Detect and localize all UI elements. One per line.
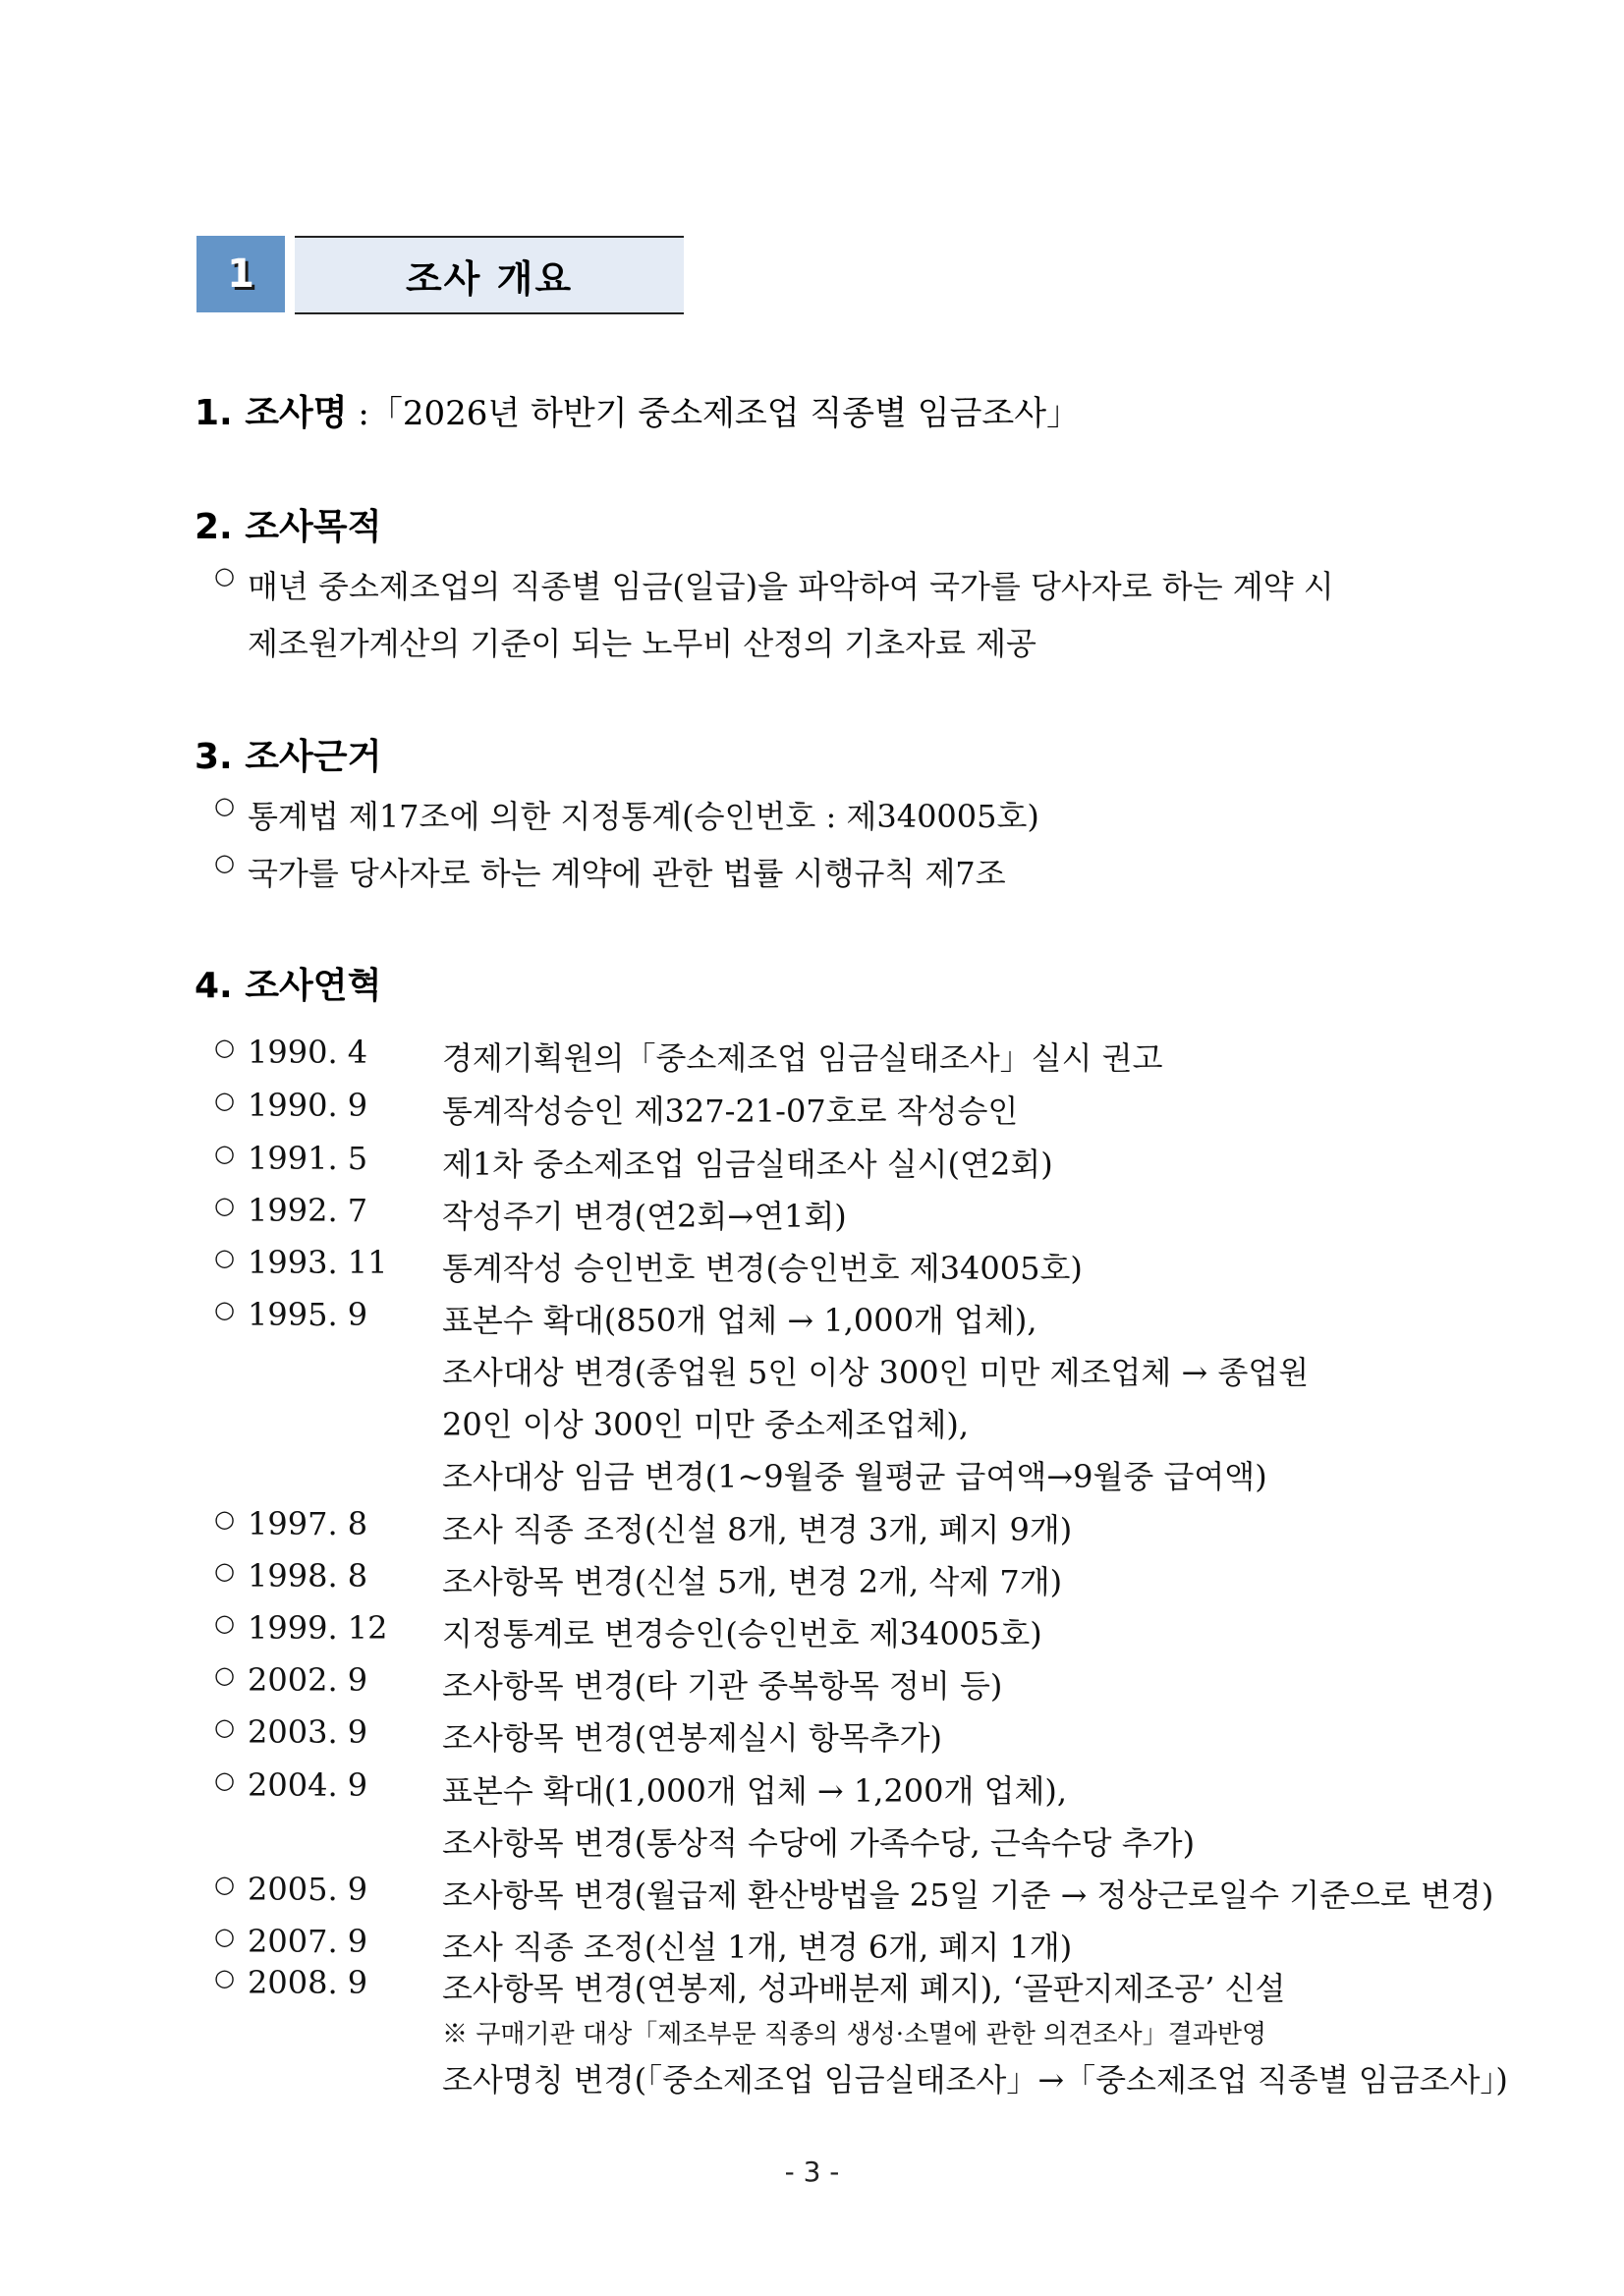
- history-date: 2007. 9: [248, 1923, 368, 1960]
- history-description: 지정통계로 변경승인(승인번호 제34005호): [442, 1615, 1042, 1652]
- bullet-icon: ○: [214, 849, 235, 876]
- bullet-icon: ○: [214, 1609, 235, 1637]
- history-description: 20인 이상 300인 미만 중소제조업체),: [442, 1406, 970, 1443]
- history-date: 2004. 9: [248, 1766, 368, 1804]
- bullet-icon: ○: [214, 1871, 235, 1898]
- document-page: 1 조사 개요 1. 조사명 :「2026년 하반기 중소제조업 직종별 임금조사」 2. 조사목적 ○ 매년 중소제조업의 직종별 임금(일급)을 파악하여 국가를 당사자로 하는 계약 시 제조원가계산의 기준이 되는 노무비 산정의 기초자료 제공 3. 조사근거 ○ 통계법 제17조에 의한 지정통계(승인번호 : 제340005호) ○ 국가를 당사자로 하는 계약에 관한 법률 시행규칙 제7조 4. 조사연혁 ○ 1990. 4 경제기획원의「중소제조업 임금실태조사」실시 권고 ○ 1990. 9 통계작성승인 제327-21-07호로 작성승인 ○ 1991. 5 제1차 중소제조업 임금실태조사 실시(연2회) ○ 1992. 7 작성주기 변경(연2회→연1회) ○ 1993. 11 통계작성 승인번호 변경(승인번호 제34005호) ○ 1995. 9 표본수 확대(850개 업체 → 1,000개 업체), 조사대상 변경(종업원 5인 이상 300인 미만 제조업체 → 종업원 20인 이상 300인 미만 중소제조업체), 조사대상 임금 변경(1~9월중 월평균 급여액→9월중 급여액) ○ 1997. 8 조사 직종 조정(신설 8개, 변경 3개, 폐지 9개) ○ 1998. 8 조사항목 변경(신설 5개, 변경 2개, 삭제 7개) ○ 1999. 12 지정통계로 변경승인(승인번호 제34005호) ○ 2002. 9 조사항목 변경(타 기관 중복항목 정비 등) ○ 2003. 9 조사항목 변경(연봉제실시 항목추가) ○ 2004. 9 표본수 확대(1,000개 업체 → 1,200개 업체), 조사항목 변경(통상적 수당에 가족수당, 근속수당 추가) ○ 2005. 9 조사항목 변경(월급제 환산방법을 25일 기준 → 정상근로일수 기준으로 변경) ○ 2007. 9 조사 직종 조정(신설 1개, 변경 6개, 폐지 1개) ○ 2008. 9 조사항목 변경(연봉제, 성과배분제 폐지), ‘골판지제조공’ 신설 ※ 구매기관 대상「제조부문 직종의 생성·소멸에 관한 의견조사」결과반영 조사명칭 변경(「중소제조업 임금실태조사」→「중소제조업 직종별 임금조사」) - 3 -: [0, 0, 1624, 2296]
- history-date: 1999. 12: [248, 1609, 388, 1647]
- bullet-icon: ○: [214, 1557, 235, 1585]
- bullet-icon: ○: [214, 1964, 235, 1991]
- bullet-icon: ○: [214, 1192, 235, 1219]
- bullet-icon: ○: [214, 1923, 235, 1950]
- history-date: 2005. 9: [248, 1871, 368, 1908]
- history-description: 조사명칭 변경(「중소제조업 임금실태조사」→「중소제조업 직종별 임금조사」): [442, 2061, 1508, 2099]
- basis-heading: 3. 조사근거: [195, 737, 382, 777]
- history-description: 경제기획원의「중소제조업 임금실태조사」실시 권고: [442, 1039, 1163, 1077]
- history-description: 조사대상 임금 변경(1~9월중 월평균 급여액→9월중 급여액): [442, 1458, 1267, 1495]
- history-description: 작성주기 변경(연2회→연1회): [442, 1198, 847, 1235]
- history-description: 표본수 확대(1,000개 업체 → 1,200개 업체),: [442, 1772, 1068, 1810]
- section-title: 조사 개요: [295, 236, 684, 314]
- history-date: 1990. 4: [248, 1034, 368, 1071]
- history-note: ※ 구매기관 대상「제조부문 직종의 생성·소멸에 관한 의견조사」결과반영: [442, 2020, 1267, 2049]
- bullet-icon: ○: [214, 562, 235, 589]
- history-date: 1990. 9: [248, 1087, 368, 1124]
- bullet-icon: ○: [214, 792, 235, 819]
- purpose-heading: 2. 조사목적: [195, 507, 382, 547]
- history-date: 1992. 7: [248, 1192, 368, 1229]
- bullet-icon: ○: [214, 1713, 235, 1741]
- history-description: 조사항목 변경(타 기관 중복항목 정비 등): [442, 1667, 1003, 1705]
- bullet-icon: ○: [214, 1661, 235, 1689]
- history-description: 통계작성승인 제327-21-07호로 작성승인: [442, 1092, 1019, 1130]
- section-number-badge: 1: [196, 236, 285, 312]
- history-date: 2002. 9: [248, 1661, 368, 1699]
- history-description: 표본수 확대(850개 업체 → 1,000개 업체),: [442, 1302, 1037, 1339]
- survey-name-heading: 1. 조사명: [195, 393, 348, 433]
- history-description: 통계작성 승인번호 변경(승인번호 제34005호): [442, 1250, 1083, 1287]
- history-date: 1993. 11: [248, 1244, 388, 1281]
- history-date: 1997. 8: [248, 1505, 368, 1542]
- purpose-text-line1: 매년 중소제조업의 직종별 임금(일급)을 파악하여 국가를 당사자로 하는 계약 시: [248, 568, 1334, 605]
- history-description: 조사항목 변경(월급제 환산방법을 25일 기준 → 정상근로일수 기준으로 변경): [442, 1876, 1494, 1914]
- bullet-icon: ○: [214, 1034, 235, 1061]
- history-description: 조사항목 변경(연봉제실시 항목추가): [442, 1719, 942, 1757]
- history-description: 조사항목 변경(신설 5개, 변경 2개, 삭제 7개): [442, 1563, 1063, 1600]
- page-number: - 3 -: [784, 2156, 840, 2188]
- history-date: 2003. 9: [248, 1713, 368, 1751]
- history-date: 1998. 8: [248, 1557, 368, 1595]
- bullet-icon: ○: [214, 1505, 235, 1533]
- survey-name-line: [195, 385, 1080, 435]
- bullet-icon: ○: [214, 1087, 235, 1114]
- history-heading: 4. 조사연혁: [195, 966, 382, 1006]
- bullet-icon: ○: [214, 1766, 235, 1794]
- history-date: 2008. 9: [248, 1964, 368, 2001]
- bullet-icon: ○: [214, 1244, 235, 1271]
- history-description: 조사항목 변경(연봉제, 성과배분제 폐지), ‘골판지제조공’ 신설: [442, 1970, 1286, 2007]
- history-description: 조사대상 변경(종업원 5인 이상 300인 미만 제조업체 → 종업원: [442, 1354, 1310, 1391]
- history-description: 조사 직종 조정(신설 1개, 변경 6개, 폐지 1개): [442, 1929, 1073, 1966]
- history-description: 조사항목 변경(통상적 수당에 가족수당, 근속수당 추가): [442, 1824, 1196, 1862]
- purpose-text-line2: 제조원가계산의 기준이 되는 노무비 산정의 기초자료 제공: [248, 625, 1036, 662]
- history-date: 1995. 9: [248, 1296, 368, 1333]
- history-date: 1991. 5: [248, 1140, 368, 1177]
- bullet-icon: ○: [214, 1140, 235, 1167]
- survey-name-value: :「2026년 하반기 중소제조업 직종별 임금조사」: [347, 394, 1081, 433]
- bullet-icon: ○: [214, 1296, 235, 1323]
- history-description: 조사 직종 조정(신설 8개, 변경 3개, 폐지 9개): [442, 1511, 1073, 1548]
- history-description: 제1차 중소제조업 임금실태조사 실시(연2회): [442, 1146, 1053, 1183]
